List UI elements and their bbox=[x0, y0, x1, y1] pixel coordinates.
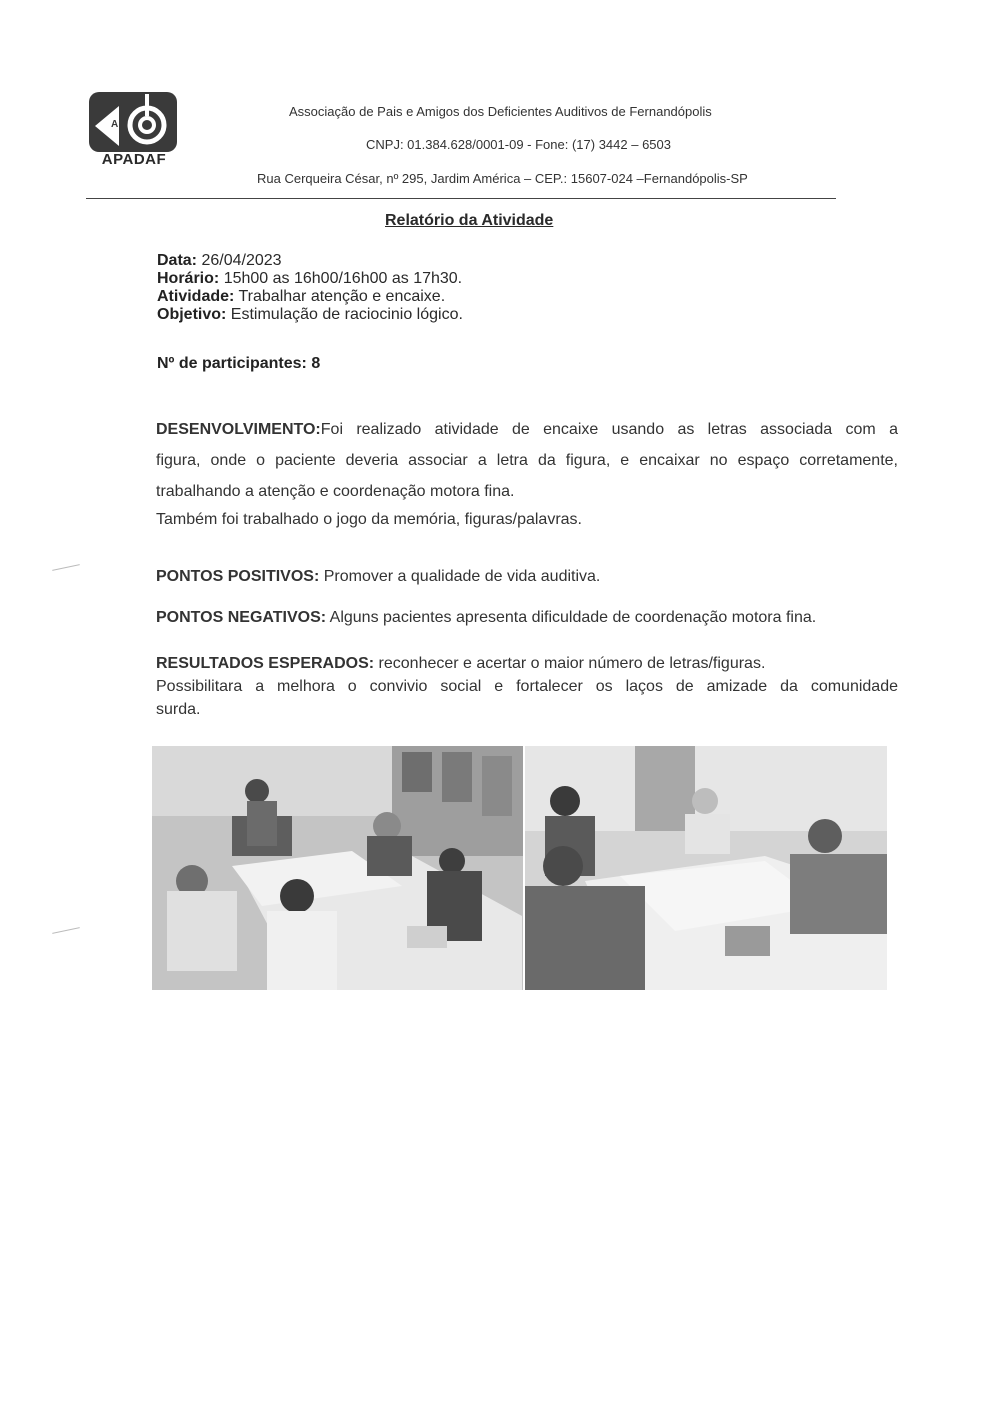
scan-mark bbox=[52, 564, 80, 571]
objective-value: Estimulação de raciocinio lógico. bbox=[230, 306, 463, 323]
development-line-2: figura, onde o paciente deveria associar a letra da figura, e encaixar no espaço corretamente, bbox=[156, 452, 898, 469]
svg-text:A: A bbox=[111, 119, 119, 130]
positive-label: PONTOS POSITIVOS: bbox=[156, 568, 320, 585]
time-row bbox=[157, 270, 463, 288]
apadaf-logo bbox=[87, 92, 181, 172]
development-line-3: trabalhando a atenção e coordenação motora fina. bbox=[156, 483, 515, 500]
development-section bbox=[156, 414, 898, 532]
organization-address: Rua Cerqueira César, nº 295, Jardim América – CEP.: 15607-024 –Fernandópolis-SP bbox=[257, 171, 748, 186]
activity-value: Trabalhar atenção e encaixe. bbox=[238, 288, 446, 305]
activity-photo-left bbox=[152, 746, 523, 990]
date-value: 26/04/2023 bbox=[201, 252, 282, 269]
report-details bbox=[157, 252, 463, 324]
organization-name: Associação de Pais e Amigos dos Deficientes Auditivos de Fernandópolis bbox=[289, 104, 712, 119]
header-divider bbox=[86, 198, 836, 199]
activity-row bbox=[157, 288, 463, 306]
objective-label: Objetivo: bbox=[157, 306, 227, 323]
expected-results bbox=[156, 652, 898, 721]
time-value: 15h00 as 16h00/16h00 as 17h30. bbox=[223, 270, 463, 287]
ear-symbol-icon bbox=[89, 92, 177, 152]
negative-label: PONTOS NEGATIVOS: bbox=[156, 609, 327, 626]
negative-points bbox=[156, 609, 898, 627]
time-label: Horário: bbox=[157, 270, 220, 287]
development-text-1: Foi realizado atividade de encaixe usando as letras associada com a bbox=[320, 421, 898, 438]
activity-label: Atividade: bbox=[157, 288, 235, 305]
results-line-2: Possibilitara a melhora o convivio social e fortalecer os laços de amizade da comunidade bbox=[156, 678, 898, 695]
logo-emblem bbox=[89, 92, 177, 152]
date-row bbox=[157, 252, 463, 270]
results-label: RESULTADOS ESPERADOS: bbox=[156, 655, 375, 672]
participants-count: Nº de participantes: 8 bbox=[157, 355, 321, 372]
positive-points bbox=[156, 568, 898, 586]
organization-contact: CNPJ: 01.384.628/0001-09 - Fone: (17) 3442 – 6503 bbox=[366, 137, 671, 152]
positive-text: Promover a qualidade de vida auditiva. bbox=[323, 568, 601, 585]
results-line-3: surda. bbox=[156, 701, 201, 718]
activity-photo-right bbox=[525, 746, 887, 990]
objective-row bbox=[157, 306, 463, 324]
results-line-1 bbox=[156, 652, 898, 675]
scan-mark bbox=[52, 927, 80, 934]
development-line-1 bbox=[156, 414, 898, 445]
date-label: Data: bbox=[157, 252, 198, 269]
negative-text: Alguns pacientes apresenta dificuldade de coordenação motora fina. bbox=[329, 609, 817, 626]
development-label: DESENVOLVIMENTO: bbox=[156, 421, 321, 438]
logo-wordmark: APADAF bbox=[101, 151, 167, 168]
development-line-4: Também foi trabalhado o jogo da memória, figuras/palavras. bbox=[156, 511, 582, 528]
results-text-1: reconhecer e acertar o maior número de letras/figuras. bbox=[378, 655, 766, 672]
report-title: Relatório da Atividade bbox=[385, 212, 554, 229]
